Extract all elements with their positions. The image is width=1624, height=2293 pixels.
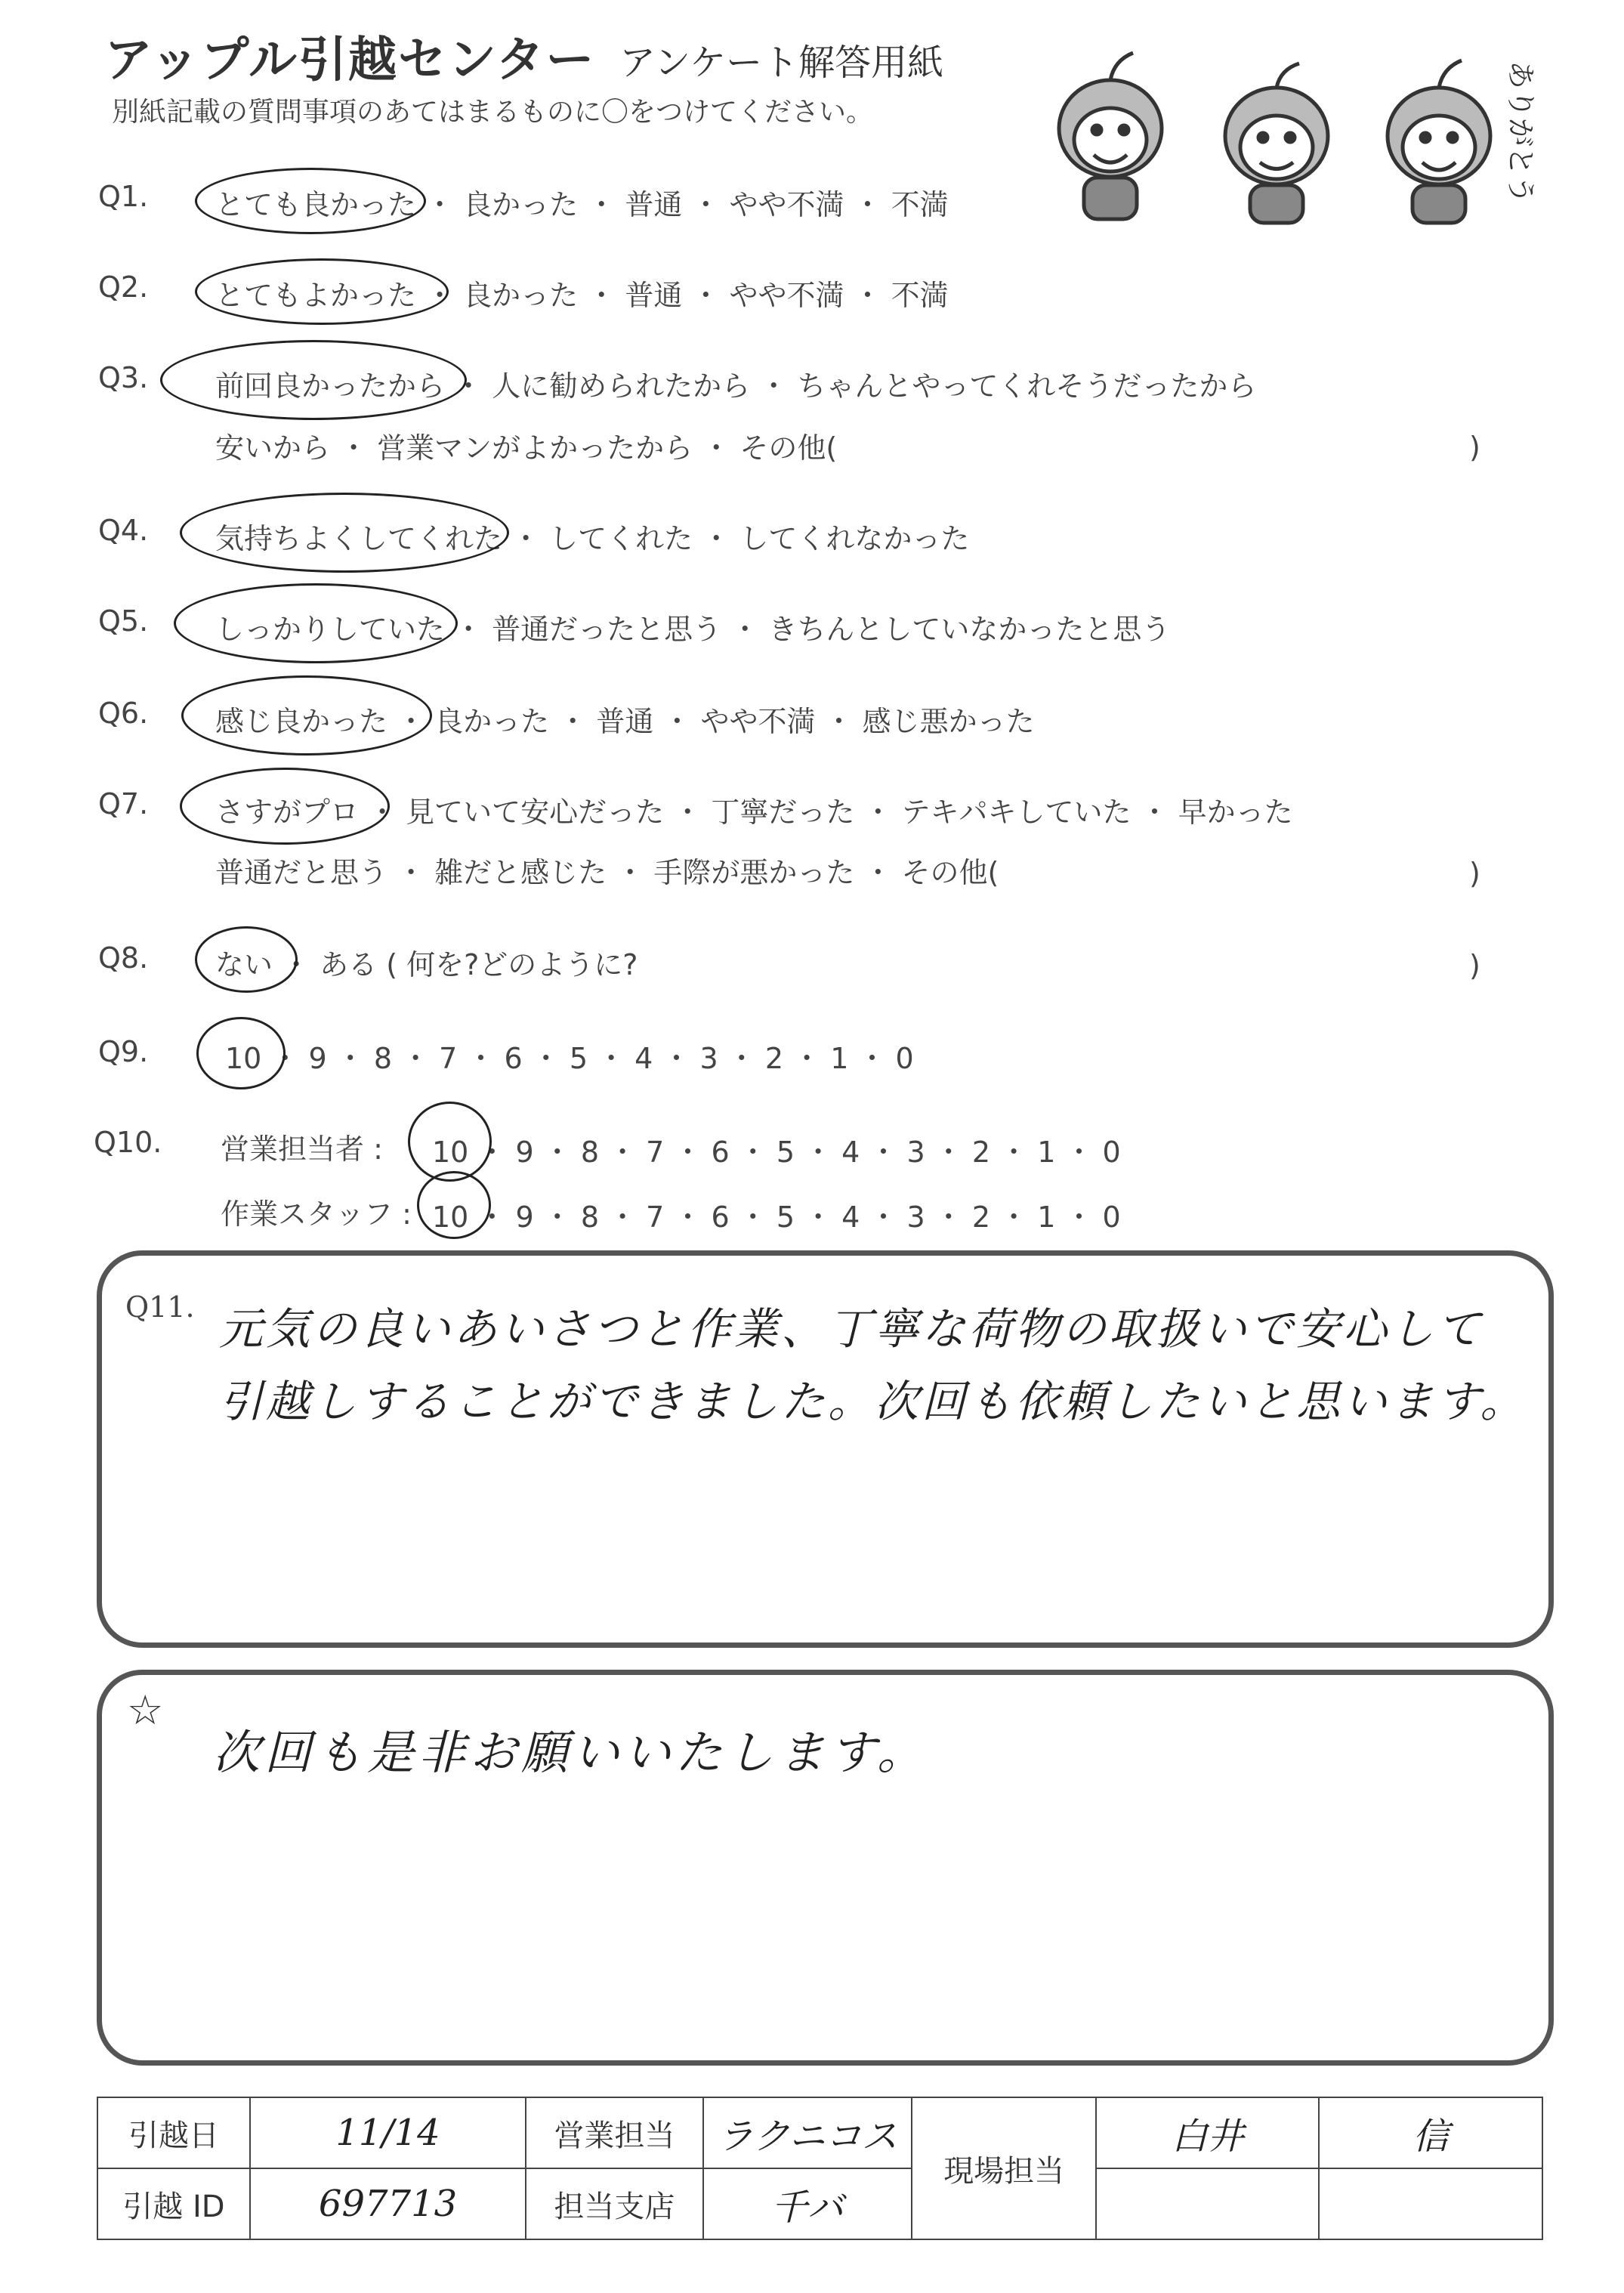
q11-answer-line2: 引越しすることができました。次回も依頼したいと思います。 bbox=[219, 1376, 1527, 1427]
q10-staff-scale: 10 ・ 9 ・ 8 ・ 7 ・ 6 ・ 5 ・ 4 ・ 3 ・ 2 ・ 1 ・ 0 bbox=[432, 1201, 1121, 1234]
q2-options: とてもよかった ・ 良かった ・ 普通 ・ やや不満 ・ 不満 bbox=[215, 279, 949, 312]
q3-selection-circle bbox=[160, 340, 467, 420]
star-icon: ☆ bbox=[127, 1686, 164, 1734]
q10-staff-label: 作業スタッフ : bbox=[221, 1197, 412, 1231]
q4-options: 気持ちよくしてくれた ・ してくれた ・ してくれなかった bbox=[215, 522, 970, 555]
q6-selection-circle bbox=[181, 675, 432, 756]
branch-value: 千バ bbox=[703, 2168, 912, 2239]
form-subtitle: アンケート解答用紙 bbox=[619, 42, 944, 84]
q4-selection-circle bbox=[180, 493, 509, 573]
site-empty-cell-2 bbox=[1319, 2168, 1542, 2239]
move-id-label: 引越 ID bbox=[97, 2168, 250, 2239]
q11-answer-line1: 元気の良いあいさつと作業、丁寧な荷物の取扱いで安心して bbox=[219, 1303, 1484, 1355]
q1-options: とても良かった ・ 良かった ・ 普通 ・ やや不満 ・ 不満 bbox=[215, 188, 949, 221]
form-title: アップル引越センター bbox=[104, 32, 596, 88]
branch-label: 担当支店 bbox=[526, 2168, 702, 2239]
q10-staff-selection-circle bbox=[417, 1171, 491, 1239]
move-date-label: 引越日 bbox=[97, 2097, 250, 2168]
sales-label: 営業担当 bbox=[526, 2097, 702, 2168]
move-id-value: 697713 bbox=[250, 2168, 526, 2239]
move-info-table bbox=[97, 2097, 1543, 2240]
q7-label: Q7. bbox=[98, 787, 149, 820]
q1-selection-circle bbox=[195, 168, 426, 234]
q2-label: Q2. bbox=[98, 270, 149, 304]
q7-selection-circle bbox=[180, 768, 390, 845]
site-value-1: 白井 bbox=[1096, 2097, 1319, 2168]
q8-options: ない ・ ある ( 何を?どのように? bbox=[215, 948, 638, 981]
q7-other-close: ) bbox=[1469, 857, 1480, 890]
q10-sales-scale: 10 ・ 9 ・ 8 ・ 7 ・ 6 ・ 5 ・ 4 ・ 3 ・ 2 ・ 1 ・ 0 bbox=[432, 1136, 1121, 1169]
q6-label: Q6. bbox=[98, 697, 149, 730]
q7-options-line2: 普通だと思う ・ 雑だと感じた ・ 手際が悪かった ・ その他( bbox=[215, 856, 999, 889]
site-value-2: 信 bbox=[1319, 2097, 1542, 2168]
q8-selection-circle bbox=[195, 926, 298, 993]
q3-label: Q3. bbox=[98, 361, 149, 394]
q9-label: Q9. bbox=[98, 1035, 149, 1068]
q7-options-line1: さすがプロ ・ 見ていて安心だった ・ 丁寧だった ・ テキパキしていた ・ 早かった bbox=[215, 796, 1293, 829]
q3-other-close: ) bbox=[1469, 431, 1480, 464]
q10-sales-label: 営業担当者 : bbox=[221, 1133, 383, 1166]
q10-label: Q10. bbox=[94, 1126, 162, 1159]
q8-label: Q8. bbox=[98, 941, 149, 975]
q9-selection-circle bbox=[196, 1017, 286, 1089]
q9-scale: 10 ・ 9 ・ 8 ・ 7 ・ 6 ・ 5 ・ 4 ・ 3 ・ 2 ・ 1 ・ 0 bbox=[225, 1042, 914, 1075]
q5-selection-circle bbox=[174, 583, 458, 663]
form-instruction: 別紙記載の質問事項のあてはまるものに〇をつけてください。 bbox=[112, 97, 874, 128]
q4-label: Q4. bbox=[98, 514, 149, 547]
sales-value: ラクニコス bbox=[703, 2097, 912, 2168]
q10-sales-selection-circle bbox=[408, 1102, 492, 1182]
comment-text: 次回も是非お願いいたします。 bbox=[213, 1725, 929, 1780]
q1-label: Q1. bbox=[98, 180, 149, 213]
q11-label: Q11. bbox=[125, 1290, 195, 1324]
q5-label: Q5. bbox=[98, 604, 149, 638]
q3-options-line1: 前回良かったから ・ 人に勧められたから ・ ちゃんとやってくれそうだったから bbox=[215, 369, 1257, 403]
site-empty-cell-1 bbox=[1096, 2168, 1319, 2239]
monkey-mascot-illustration bbox=[1027, 30, 1537, 234]
q3-options-line2: 安いから ・ 営業マンがよかったから ・ その他( bbox=[215, 431, 838, 465]
move-date-value: 11/14 bbox=[250, 2097, 526, 2168]
q8-other-close: ) bbox=[1469, 949, 1480, 982]
q6-options: 感じ良かった ・ 良かった ・ 普通 ・ やや不満 ・ 感じ悪かった bbox=[215, 705, 1035, 738]
q2-selection-circle bbox=[195, 258, 449, 325]
site-label: 現場担当 bbox=[912, 2097, 1096, 2239]
mascot-thanks-text: ありがとう bbox=[1504, 60, 1537, 205]
q5-options: しっかりしていた ・ 普通だったと思う ・ きちんとしていなかったと思う bbox=[215, 613, 1171, 646]
